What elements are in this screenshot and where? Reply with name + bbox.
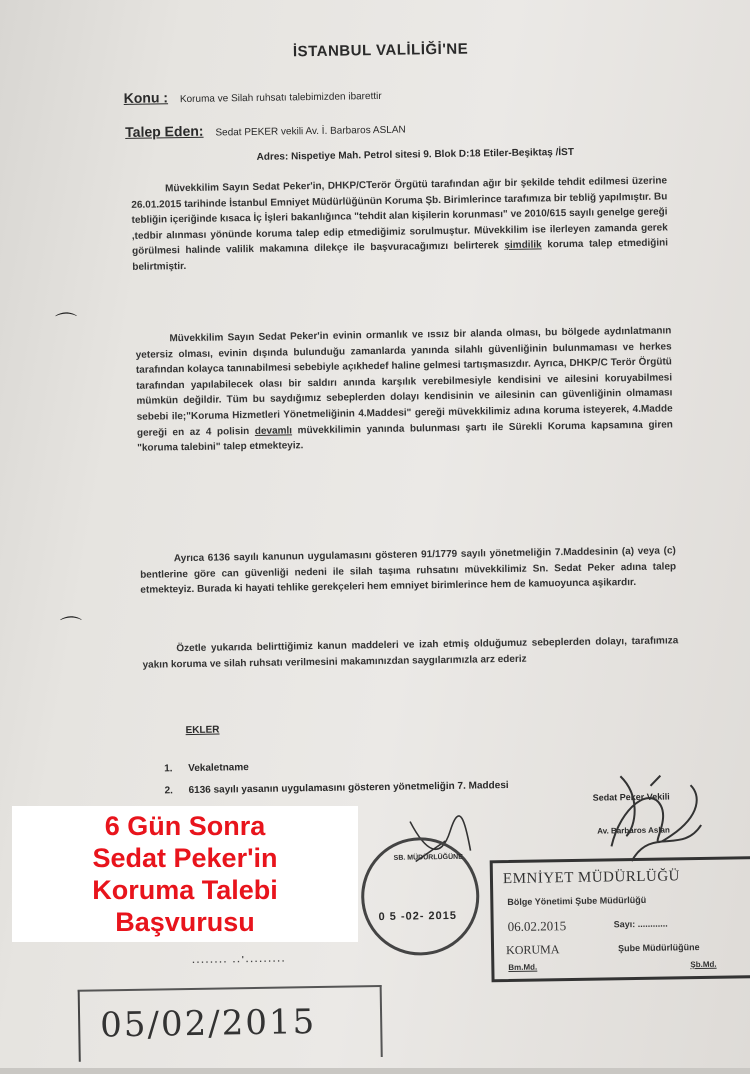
paragraph-2-text: Müvekkilim Sayın Sedat Peker'in evinin ormanlık ve ıssız bir alanda olması, bu bölgede aydınlatmanın yetersiz olması, evinin dışında bulunduğu zamanlarda yanında silahlı güvenliğinin bulunmaması ve herkes tarafından kolayca tanınabilmesi sebebiyle açıkhedef haline gelmesi tartışmasızdır. Ayrıca, DHKP/C Terör Örgütü tarafından yapılabilecek olası bir saldırı anında karşılık verebilmesiyle kendisini ve ailesini koruyabilmesi mümkün değildir. Tüm bu saydığımız sebeplerden dolayı kendisinin ve ailesinin can güvenliğinin olmaması sebebi ile;"Koruma Hizmetleri Yönetmeliğinin 4.Maddesi" gereği müvekkilimiz adına koruma isteyerek, 4.Madde gereği en az 4 polisin (135, 325, 673, 439)
konu-row (124, 86, 382, 106)
signature-name: Sedat Peker Vekili (592, 791, 670, 803)
paragraph-4: Özetle yukarıda belirttiğimiz kanun maddeleri ve izah etmiş olduğumuz sebeplerden dolayı, tarafımıza yakın koruma ve silah ruhsatı verilmesini makamınızdan saygılarımızla arz ederiz (142, 635, 679, 671)
caption-line-2: Sedat Peker'in (92, 843, 278, 873)
konu-value: Koruma ve Silah ruhsatı talebimizden ibarettir (179, 90, 382, 106)
police-stamp-sayi: Sayı: ............ (613, 918, 668, 930)
caption-line-1: 6 Gün Sonra (104, 811, 266, 841)
paragraph-2-underlined: devamlı (254, 424, 293, 437)
police-stamp (490, 856, 750, 982)
paragraph-1 (131, 173, 668, 275)
police-stamp-dept: Bölge Yönetimi Şube Müdürlüğü (507, 894, 647, 908)
paragraph-3: Ayrıca 6136 sayılı kanunun uygulamasını gösteren 91/1779 sayılı yönetmeliğin 7.Maddesinin (a) veya (c) bentlerine göre can güvenliği nedeni ile silah taşıma ruhsatını müvekkilimiz Sn. Sedat Peker adına talep etmekteyiz. Burada ki hayati tehlike gerekçeleri hem emniyet birimlerince hem de kamuoyunca aşikardır. (140, 545, 677, 596)
police-stamp-sube: Şube Müdürlüğüne (617, 942, 700, 954)
round-stamp-text: SB. MÜDÜRLÜĞÜNE (393, 853, 463, 862)
round-stamp (360, 836, 480, 956)
paragraph-2 (135, 323, 673, 456)
address: Adres: Nispetiye Mah. Petrol sitesi 9. Blok D:18 Etiler-Beşiktaş /İST (256, 146, 574, 163)
caption-overlay (12, 806, 358, 942)
talep-row (125, 120, 406, 140)
paragraph-2-end: müvekkilimin yanında bulunması şartı ile Sürekli Koruma kapsamına giren "koruma talebini" talep etmekteyiz. (137, 418, 673, 454)
margin-mark: ⌒ (54, 310, 78, 337)
margin-mark: ⌒ (59, 614, 83, 641)
talep-label: Talep Eden: (125, 122, 204, 140)
list-item: 1. Vekaletname (164, 762, 249, 775)
round-stamp-date: 0 5 -02- 2015 (378, 909, 458, 924)
paragraph-1-underlined: şimdilik (504, 239, 542, 252)
police-stamp-koruma: KORUMA (505, 942, 560, 958)
police-stamp-sbmd: Şb.Md. (690, 959, 717, 970)
handwritten-date-box (78, 985, 383, 1062)
paragraph-1-text: Müvekkilim Sayın Sedat Peker'in, DHKP/CTerör Örgütü tarafından ağır bir şekilde tehdit edilmesi üzerine 26.01.2015 tarihinde İstanbul Emniyet Müdürlüğünün Koruma Şb. Birimlerince tarafımıza bir tebliğ yapılmıştır. Bu tebliğin içeriğinde kısaca İç İşleri bakanlığınca "tehdit alan kişilerin korunması" ve 2010/615 sayılı genelge gereği ,tedbir alınması yönünde koruma talep edip etmediğimiz sorulmuştur. Müvekkilim ise ilerleyen zamanda gerek görülmesi halinde valilik makamına dilekçe ile başvuracağımızı belirterek (131, 175, 668, 258)
caption-line-4: Başvurusu (115, 907, 255, 937)
police-stamp-date: 06.02.2015 (507, 918, 567, 935)
list-item: 2. 6136 sayılı yasanın uygulamasını gösteren yönetmeliğin 7. Maddesi (164, 780, 509, 797)
paragraph-1-end: koruma talep etmediğini belirtmiştir. (132, 237, 669, 273)
talep-value: Sedat PEKER vekili Av. İ. Barbaros ASLAN (215, 124, 406, 139)
police-stamp-bmd: Bm.Md. (508, 962, 538, 973)
dotted-line: ........ ..'......... (192, 953, 287, 966)
ekler-list (164, 753, 509, 802)
signature-title: Av. Barbaros Aslan (597, 825, 670, 836)
caption-line-3: Koruma Talebi (92, 875, 278, 905)
police-stamp-title: EMNİYET MÜDÜRLÜĞÜ (502, 868, 681, 888)
ekler-heading: EKLER (185, 724, 220, 737)
konu-label: Konu : (123, 89, 169, 106)
handwritten-date: 05/02/2015 (99, 1002, 317, 1046)
document-title: İSTANBUL VALİLİĞİ'NE (292, 40, 469, 61)
